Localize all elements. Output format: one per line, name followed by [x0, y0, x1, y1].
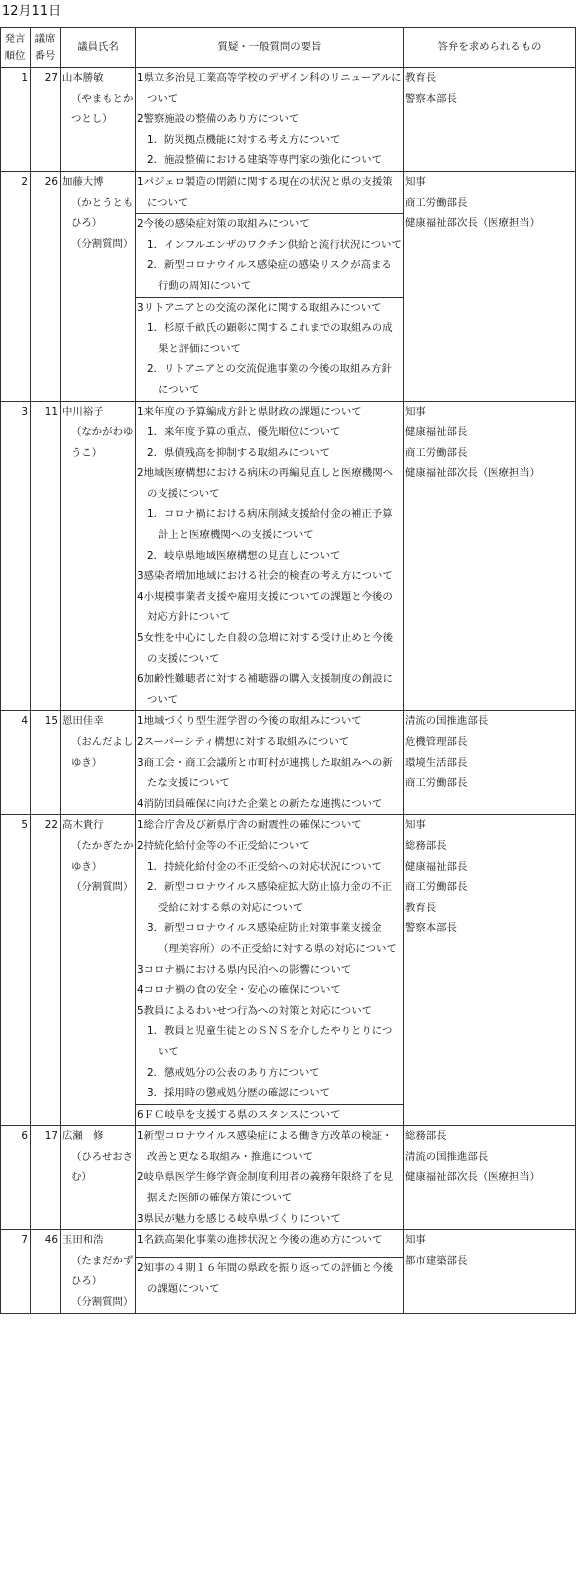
member-note: （分割質問）: [71, 237, 134, 250]
topic-item: 6加齢性難聴者に対する補聴器の購入支援制度の創設について: [137, 673, 393, 706]
order-cell: 3: [1, 401, 31, 711]
header-name: 議員氏名: [61, 28, 136, 68]
topic-cell: [136, 1126, 404, 1230]
member-name-cell: [61, 401, 136, 711]
topic-item: 1総合庁舎及び新県庁舎の耐震性の確保について: [137, 819, 362, 832]
member-name: 恩田佳幸: [62, 715, 104, 728]
respondent: 知事: [405, 175, 426, 188]
topic-subitem: 3．採用時の懲戒処分歴の確認について: [147, 1087, 331, 1100]
topic-cell: [136, 297, 404, 401]
respondent: 教育長: [405, 901, 437, 914]
header-seat: 議席番号: [31, 28, 61, 68]
member-name-cell: [61, 1126, 136, 1230]
member-kana: （ひろせおさむ）: [71, 1150, 134, 1184]
respondent: 健康福祉部長: [405, 860, 468, 873]
header-order: 発言順位: [1, 28, 31, 68]
respondent-cell: [404, 1126, 576, 1230]
topic-cell: [136, 1258, 404, 1313]
header-topic: 質疑・一般質問の要旨: [136, 28, 404, 68]
respondent-cell: [404, 171, 576, 401]
member-name: 高木貴行: [62, 819, 104, 832]
member-name: 玉田和浩: [62, 1234, 104, 1247]
respondent-cell: [404, 68, 576, 172]
order-cell: 6: [1, 1126, 31, 1230]
topic-subitem: 1．持続化給付金の不正受給への対応状況について: [147, 860, 382, 873]
respondent: 清流の国推進部長: [405, 1150, 489, 1163]
topic-item: 5女性を中心にした自殺の急増に対する受け止めと今後の支援について: [137, 632, 393, 665]
topic-item: 2スーパーシティ構想に対する取組みについて: [137, 736, 350, 748]
respondent: 環境生活部長: [405, 756, 468, 769]
respondent: 健康福祉部長: [405, 426, 468, 439]
respondent: 商工労働部長: [405, 881, 468, 894]
header-row: [1, 28, 576, 68]
member-name: 広瀬 修: [62, 1130, 104, 1143]
respondent: 健康福祉部次長（医療担当）: [405, 1171, 541, 1184]
respondent: 商工労働部長: [405, 777, 468, 790]
order-cell: 7: [1, 1230, 31, 1313]
respondent-cell: [404, 815, 576, 1126]
member-name: 加藤大博: [62, 175, 104, 188]
seat-cell: 15: [31, 711, 61, 815]
topic-item: 2持続化給付金等の不正受給について: [137, 839, 310, 852]
topic-item: 3県民が魅力を感じる岐阜県づくりについて: [137, 1212, 341, 1225]
member-kana: （たかぎたかゆき）: [71, 839, 134, 873]
topic-item: 2地域医療構想における病床の再編見直しと医療機関への支援について: [137, 467, 393, 500]
topic-subitem: 2．リトアニアとの交流促進事業の今後の取組み方針について: [147, 363, 392, 396]
order-cell: 4: [1, 711, 31, 815]
seat-cell: 22: [31, 815, 61, 1126]
order-cell: 5: [1, 815, 31, 1126]
respondent: 危機管理部長: [405, 736, 468, 748]
respondent: 都市建築部長: [405, 1254, 468, 1267]
topic-item: 4コロナ禍の食の安全・安心の確保について: [137, 984, 341, 997]
topic-item: 1名鉄高架化事業の進捗状況と今後の進め方について: [137, 1234, 383, 1247]
member-name-cell: [61, 171, 136, 401]
member-name-cell: [61, 815, 136, 1126]
topic-item: 1新型コロナウイルス感染症による働き方改革の検証・改善と更なる取組み・推進について: [137, 1130, 393, 1163]
respondent: 総務部長: [405, 839, 447, 852]
respondent: 商工労働部長: [405, 196, 468, 209]
respondent: 警察本部長: [405, 92, 457, 105]
topic-item: 6ＦＣ岐阜を支援する県のスタンスについて: [137, 1108, 341, 1121]
topic-subitem: 2．新型コロナウイルス感染症拡大防止協力金の不正受給に対する県の対応について: [147, 881, 392, 914]
member-name-cell: [61, 68, 136, 172]
topic-subitem: 2．懲戒処分の公表のあり方について: [147, 1066, 320, 1079]
topic-cell: [136, 171, 404, 213]
topic-subitem: 1．教員と児童生徒とのＳＮＳを介したやりとりについて: [147, 1025, 393, 1058]
seat-cell: 27: [31, 68, 61, 172]
topic-item: 1来年度の予算編成方針と県財政の課題について: [137, 405, 362, 418]
member-kana: （かとうともひろ）: [71, 196, 134, 230]
table-row: [1, 1126, 576, 1230]
member-kana: （やまもとかつとし）: [71, 92, 134, 126]
respondent-cell: [404, 401, 576, 711]
topic-cell: [136, 815, 404, 1104]
order-cell: 2: [1, 171, 31, 401]
member-name-cell: [61, 711, 136, 815]
table-row: [1, 171, 576, 213]
topic-subitem: 1．防災拠点機能に対する考え方について: [147, 133, 341, 146]
member-kana: （たまだかずひろ）: [71, 1254, 134, 1288]
topic-cell: [136, 214, 404, 297]
table-body: [1, 68, 576, 1314]
respondent: 知事: [405, 1234, 426, 1247]
topic-item: 3感染者増加地域における社会的検査の考え方について: [137, 570, 393, 583]
respondent-cell: [404, 711, 576, 815]
respondent-cell: [404, 1230, 576, 1313]
seat-cell: 17: [31, 1126, 61, 1230]
topic-item: 1県立多治見工業高等学校のデザイン科のリニューアルについて: [137, 72, 402, 105]
topic-cell: [136, 68, 404, 172]
question-schedule-table: [0, 27, 576, 1314]
respondent: 教育長: [405, 72, 437, 84]
respondent: 知事: [405, 405, 426, 418]
topic-item: 4小規模事業者支援や雇用支援についての課題と今後の対応方針について: [137, 590, 393, 624]
member-kana: （おんだよしゆき）: [71, 736, 134, 769]
table-row: [1, 815, 576, 1104]
topic-item: 3コロナ禍における県内民泊への影響について: [137, 963, 352, 976]
member-name-cell: [61, 1230, 136, 1313]
respondent: 商工労働部長: [405, 446, 468, 459]
topic-subitem: 2．施設整備における建築等専門家の強化について: [147, 154, 382, 167]
topic-item: 2岐阜県医学生修学資金制度利用者の義務年限終了を見据えた医師の確保方策について: [137, 1171, 393, 1205]
topic-cell: [136, 1230, 404, 1258]
respondent: 清流の国推進部長: [405, 715, 489, 728]
respondent: 健康福祉部次長（医療担当）: [405, 217, 541, 230]
table-row: [1, 1230, 576, 1258]
respondent: 警察本部長: [405, 922, 457, 935]
header-respondent: 答弁を求められるもの: [404, 28, 576, 68]
member-name: 中川裕子: [62, 405, 104, 418]
topic-subitem: 1．インフルエンザのワクチン供給と流行状況について: [147, 238, 402, 251]
topic-cell: [136, 711, 404, 815]
respondent: 総務部長: [405, 1130, 447, 1143]
topic-subitem: 2．県債残高を抑制する取組みについて: [147, 446, 331, 459]
topic-item: 4消防団員確保に向けた企業との新たな連携について: [137, 797, 383, 810]
topic-subitem: 1．杉原千畝氏の顕彰に関するこれまでの取組みの成果と評価について: [147, 322, 393, 355]
respondent: 知事: [405, 819, 426, 832]
page-date: 12月11日: [2, 4, 62, 19]
topic-subitem: 2．岐阜県地域医療構想の見直しについて: [147, 549, 341, 562]
topic-item: 5教員によるわいせつ行為への対策と対応について: [137, 1004, 372, 1017]
topic-subitem: 2．新型コロナウイルス感染症の感染リスクが高まる行動の周知について: [147, 259, 392, 292]
table-row: [1, 68, 576, 172]
topic-item: 1地域づくり型生涯学習の今後の取組みについて: [137, 715, 362, 728]
topic-item: 1パジェロ製造の閉鎖に関する現在の状況と県の支援策について: [137, 175, 393, 209]
respondent: 健康福祉部次長（医療担当）: [405, 467, 541, 480]
topic-subitem: 3．新型コロナウイルス感染症防止対策事業支援金（理美容所）の不正受給に対する県の対応について: [147, 922, 397, 955]
topic-item: 3リトアニアとの交流の深化に関する取組みについて: [137, 301, 382, 314]
seat-cell: 11: [31, 401, 61, 711]
seat-cell: 46: [31, 1230, 61, 1313]
member-note: （分割質問）: [71, 1296, 134, 1309]
order-cell: 1: [1, 68, 31, 172]
topic-item: 2知事の４期１６年間の県政を振り返っての評価と今後の課題について: [137, 1262, 393, 1296]
table-row: [1, 711, 576, 815]
topic-subitem: 1．コロナ禍における病床削減支援給付金の補正予算計上と医療機関への支援について: [147, 508, 393, 542]
topic-item: 2今後の感染症対策の取組みについて: [137, 218, 310, 231]
topic-cell: [136, 401, 404, 711]
topic-item: 3商工会・商工会議所と市町村が連携した取組みへの新たな支援について: [137, 756, 393, 790]
member-kana: （なかがわゆうこ）: [71, 426, 134, 459]
member-name: 山本勝敏: [62, 72, 104, 84]
table-row: [1, 401, 576, 711]
topic-subitem: 1．来年度予算の重点、優先順位について: [147, 426, 341, 439]
topic-item: 2警察施設の整備のあり方について: [137, 113, 300, 126]
topic-cell: [136, 1104, 404, 1126]
seat-cell: 26: [31, 171, 61, 401]
member-note: （分割質問）: [71, 881, 134, 894]
